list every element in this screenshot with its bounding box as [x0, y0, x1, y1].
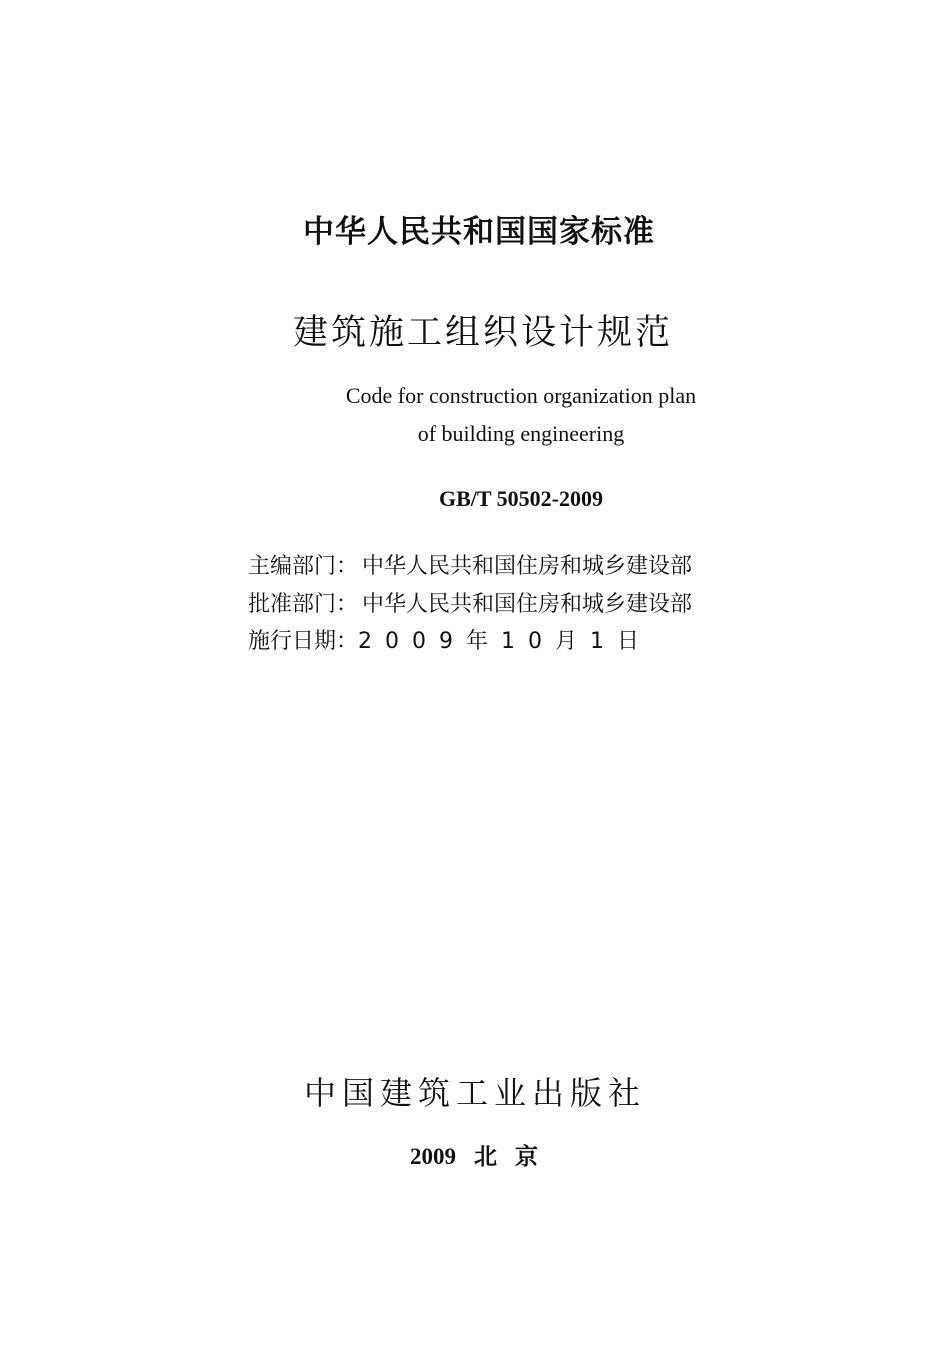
- document-title-chinese: 建筑施工组织设计规范: [292, 313, 673, 353]
- effective-date-row: [248, 624, 768, 655]
- publication-city: 北京: [474, 1144, 556, 1170]
- document-title-english-line-2: of building engineering: [417, 421, 625, 446]
- effective-date-value: 2009年10月1日: [358, 629, 652, 654]
- chief-editor-row: [248, 549, 768, 580]
- publication-info: [0, 1138, 950, 1171]
- chief-editor-value: 中华人民共和国住房和城乡建设部: [362, 554, 693, 579]
- effective-date-label: 施行日期：: [248, 629, 359, 654]
- approval-row: [248, 587, 768, 618]
- publisher-name: 中国建筑工业出版社: [303, 1074, 646, 1112]
- publication-year: 2009: [410, 1144, 456, 1169]
- document-title-english-line-1: Code for construction organization plan: [345, 383, 697, 408]
- chief-editor-label: 主编部门：: [248, 554, 359, 579]
- approval-value: 中华人民共和国住房和城乡建设部: [362, 592, 693, 617]
- standard-code: GB/T 50502-2009: [438, 486, 603, 511]
- standard-body-heading: 中华人民共和国国家标准: [303, 214, 655, 250]
- approval-label: 批准部门：: [248, 592, 359, 617]
